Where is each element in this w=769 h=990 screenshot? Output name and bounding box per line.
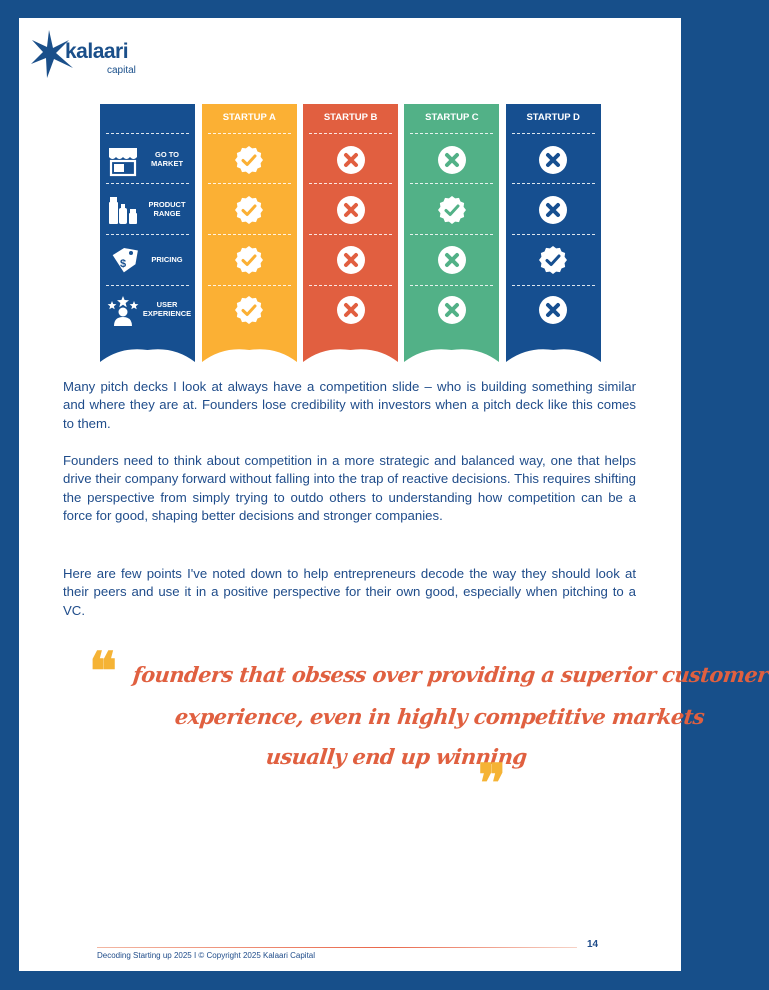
- feature-row: [100, 136, 195, 184]
- page: [19, 18, 769, 971]
- feature-column: [100, 104, 195, 362]
- row-divider: [309, 133, 392, 134]
- check-badge-icon: [538, 245, 568, 275]
- startup-name: STARTUP D: [526, 112, 580, 123]
- feature-label: PRICING: [151, 254, 183, 264]
- kalaari-logo: [29, 28, 139, 83]
- cross-circle-icon: [437, 295, 467, 325]
- cross-circle-icon: [538, 145, 568, 175]
- startup-column: [202, 104, 297, 362]
- product-bottles-icon: [106, 195, 140, 227]
- svg-text:$: $: [119, 258, 127, 270]
- check-badge-icon: [234, 295, 264, 325]
- feature-row: [100, 286, 195, 334]
- row-divider: [106, 133, 189, 134]
- footer-divider: [97, 947, 577, 948]
- startup-name: STARTUP A: [222, 112, 276, 123]
- cross-circle-icon: [336, 195, 366, 225]
- cross-circle-icon: [437, 145, 467, 175]
- quote-line-2: experience, even in highly competitive markets: [173, 704, 706, 729]
- price-tag-icon: [106, 245, 140, 277]
- quote-line-1: founders that obsess over providing a superior customer: [131, 662, 769, 687]
- row-divider: [309, 234, 392, 235]
- row-divider: [512, 285, 595, 286]
- row-divider: [410, 285, 493, 286]
- row-divider: [512, 234, 595, 235]
- cross-circle-icon: [336, 245, 366, 275]
- row-divider: [410, 133, 493, 134]
- cross-circle-icon: [437, 245, 467, 275]
- competitor-comparison-graphic: [100, 104, 600, 362]
- row-divider: [410, 183, 493, 184]
- paragraph-strategic-competition: Founders need to think about competition in a more strategic and balanced way, one that helps drive their company forward without falling into the trap of reactive decisions. This requires shifting the perspective from simply trying to outdo others to understanding how competition can be a force for good, shaping better decisions and stronger companies.: [63, 453, 636, 524]
- logo-wordmark: kalaari: [65, 40, 129, 63]
- startup-column: [303, 104, 398, 362]
- quote-line-3: usually end up winning: [264, 744, 528, 769]
- feature-label: PRODUCT RANGE: [148, 200, 186, 218]
- check-badge-icon: [234, 245, 264, 275]
- row-divider: [512, 133, 595, 134]
- row-divider: [208, 234, 291, 235]
- startup-column: [506, 104, 601, 362]
- feature-label: USER EXPERIENCE: [142, 300, 192, 318]
- feature-row: [100, 236, 195, 284]
- row-divider: [208, 183, 291, 184]
- paragraph-points-noted: Here are few points I've noted down to help entrepreneurs decode the way they should look at their peers and use it in a positive perspective for their own good, especially when pitching to a VC.: [63, 566, 636, 618]
- cross-circle-icon: [336, 145, 366, 175]
- cross-circle-icon: [538, 295, 568, 325]
- check-badge-icon: [437, 195, 467, 225]
- page-number: 14: [587, 939, 599, 950]
- row-divider: [208, 285, 291, 286]
- open-quote-icon: ❝: [89, 641, 117, 702]
- startup-name: STARTUP C: [425, 112, 479, 123]
- startup-name: STARTUP B: [323, 112, 378, 123]
- cross-circle-icon: [336, 295, 366, 325]
- row-divider: [309, 183, 392, 184]
- footer-copyright: Decoding Starting up 2025 I © Copyright 2025 Kalaari Capital: [97, 951, 316, 960]
- row-divider: [208, 133, 291, 134]
- logo-subtitle: capital: [107, 65, 136, 76]
- row-divider: [410, 234, 493, 235]
- row-divider: [106, 234, 189, 235]
- feature-row: [100, 186, 195, 234]
- cross-circle-icon: [538, 195, 568, 225]
- feature-label: GO TO MARKET: [150, 150, 184, 168]
- row-divider: [512, 183, 595, 184]
- paragraph-competition-slide: Many pitch decks I look at always have a competition slide – who is building something similar and where they are at. Founders lose credibility with investors when a pitch deck like this comes to them.: [63, 379, 636, 431]
- storefront-icon: [106, 145, 140, 177]
- user-stars-icon: [106, 295, 140, 327]
- row-divider: [309, 285, 392, 286]
- close-quote-icon: ❞: [478, 753, 506, 814]
- check-badge-icon: [234, 145, 264, 175]
- check-badge-icon: [234, 195, 264, 225]
- startup-column: [404, 104, 499, 362]
